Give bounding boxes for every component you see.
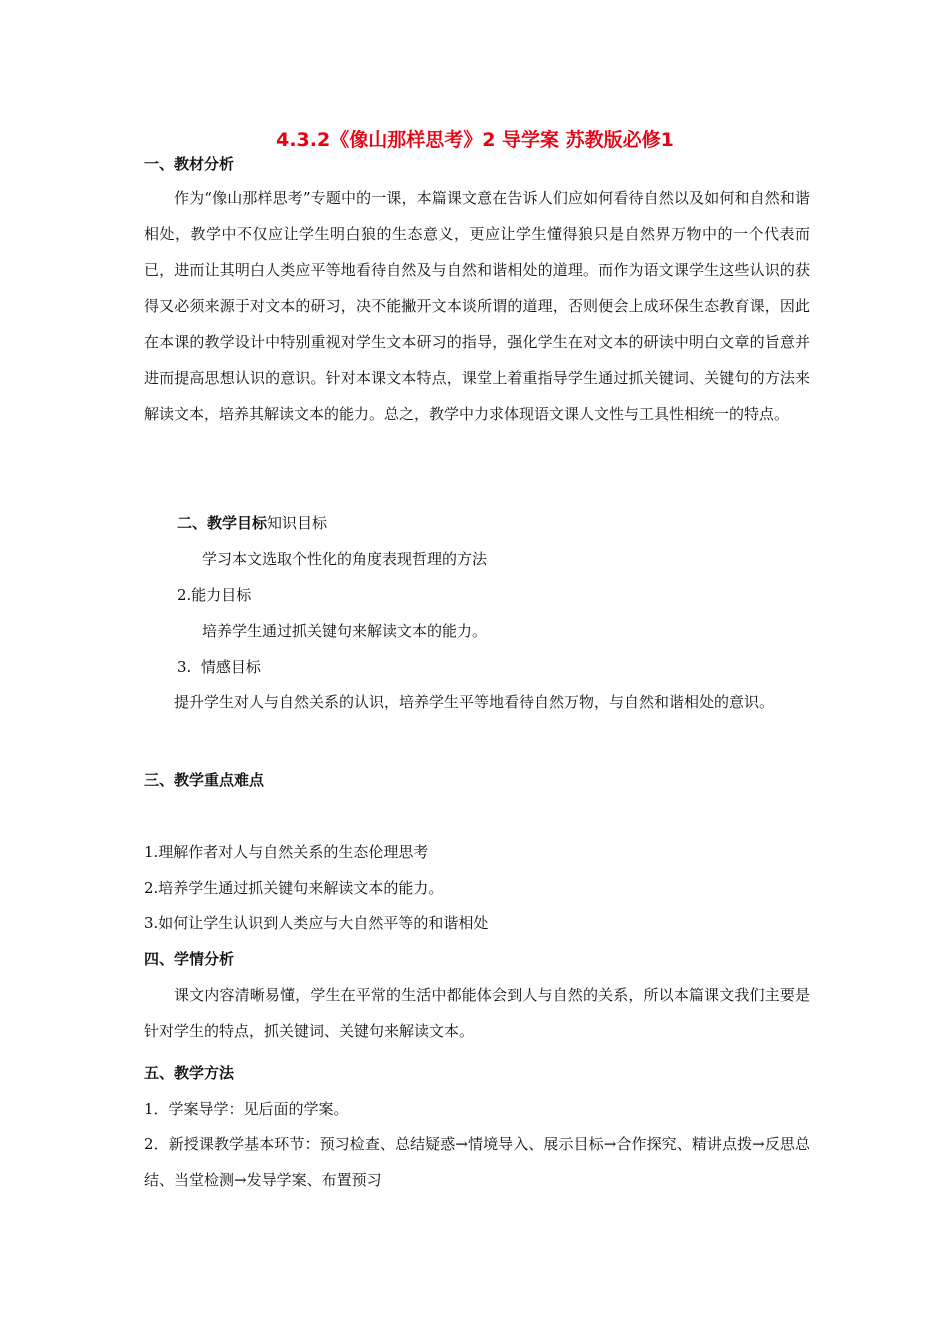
method-item-2: 2．新授课教学基本环节：预习检查、总结疑惑→情境导入、展示目标→合作探究、精讲点拨→反思总结、当堂检测→发导学案、布置预习 [144, 1135, 810, 1189]
key-point-item-1: 1.理解作者对人与自然关系的生态伦理思考 [144, 843, 429, 861]
section-heading-2: 二、教学目标 [177, 514, 268, 532]
key-point-item-3: 3.如何让学生认识到人类应与大自然平等的和谐相处 [144, 914, 489, 932]
document-title: 4.3.2《像山那样思考》2 导学案 苏教版必修1 [276, 129, 674, 151]
section-heading-1: 一、教材分析 [144, 155, 235, 173]
emotion-goal-label: 3. 情感目标 [177, 658, 261, 676]
knowledge-goal-text: 学习本文选取个性化的角度表现哲理的方法 [202, 550, 488, 568]
section-heading-2-row [177, 513, 327, 533]
key-point-item-2: 2.培养学生通过抓关键句来解读文本的能力。 [144, 879, 444, 897]
section-1-paragraph: 作为“像山那样思考”专题中的一课，本篇课文意在告诉人们应如何看待自然以及如何和自然和谐相处，教学中不仅应让学生明白狼的生态意义，更应让学生懂得狼只是自然界万物中的一个代表而已，进而让其明白人类应平等地看待自然及与自然和谐相处的道理。而作为语文课学生这些认识的获得又必须来源于对文本的研习，决不能撇开文本谈所谓的道理，否则便会上成环保生态教育课，因此在本课的教学设计中特别重视对学生文本研习的指导，强化学生在对文本的研读中明白文章的旨意并进而提高思想认识的意识。针对本课文本特点，课堂上着重指导学生通过抓关键词、关键句的方法来解读文本，培养其解读文本的能力。总之，教学中力求体现语文课人文性与工具性相统一的特点。 [144, 189, 810, 423]
ability-goal-label: 2.能力目标 [177, 586, 252, 604]
emotion-goal-text: 提升学生对人与自然关系的认识，培养学生平等地看待自然万物，与自然和谐相处的意识。 [174, 693, 775, 711]
section-4-paragraph: 课文内容清晰易懂，学生在平常的生活中都能体会到人与自然的关系，所以本篇课文我们主要是针对学生的特点，抓关键词、关键句来解读文本。 [144, 986, 810, 1040]
ability-goal-text: 培养学生通过抓关键句来解读文本的能力。 [202, 622, 488, 640]
section-heading-4: 四、学情分析 [144, 950, 235, 968]
section-heading-3: 三、教学重点难点 [144, 771, 265, 789]
knowledge-goal-label: 知识目标 [267, 514, 328, 532]
section-heading-5: 五、教学方法 [144, 1064, 235, 1082]
method-item-1: 1．学案导学：见后面的学案。 [144, 1100, 349, 1118]
